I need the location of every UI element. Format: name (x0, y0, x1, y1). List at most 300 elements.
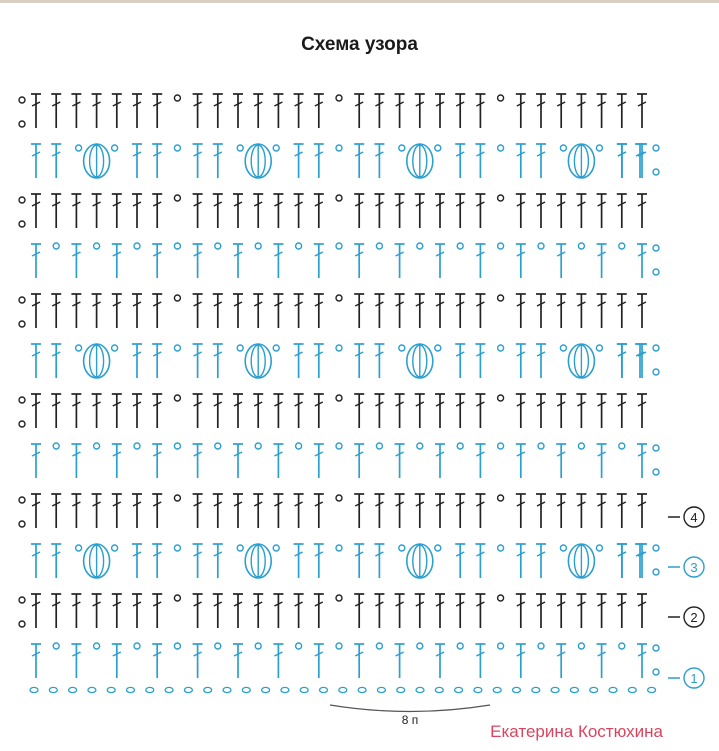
chain-stitch (215, 443, 221, 449)
double-crochet (435, 294, 445, 328)
double-crochet (475, 394, 485, 428)
blue-double-crochet (516, 644, 526, 678)
blue-double-crochet (635, 144, 645, 178)
double-crochet (475, 494, 485, 528)
blue-double-crochet (314, 244, 324, 278)
double-crochet (213, 294, 223, 328)
chain-stitch (399, 545, 405, 551)
double-crochet (31, 394, 41, 428)
foundation-chain-stitch (300, 687, 308, 692)
chain-stitch (596, 545, 602, 551)
chain-stitch (417, 243, 423, 249)
chain-stitch (336, 443, 342, 449)
double-crochet (395, 94, 405, 128)
blue-double-crochet (617, 344, 627, 378)
chain-stitch (498, 495, 504, 501)
blue-double-crochet (354, 644, 364, 678)
double-crochet (253, 294, 263, 328)
double-crochet (415, 94, 425, 128)
double-crochet (516, 594, 526, 628)
blue-double-crochet (435, 644, 445, 678)
chain-stitch (399, 145, 405, 151)
double-crochet (71, 494, 81, 528)
chain-stitch (76, 545, 82, 551)
double-crochet (152, 294, 162, 328)
double-crochet (556, 94, 566, 128)
chain-stitch (653, 669, 659, 675)
puff-stitch (245, 544, 271, 578)
chain-stitch (237, 345, 243, 351)
chain-stitch (112, 145, 118, 151)
puff-stitch (407, 144, 433, 178)
chain-stitch (578, 643, 584, 649)
puff-stitch (568, 144, 594, 178)
chain-stitch (538, 443, 544, 449)
blue-double-crochet (193, 344, 203, 378)
double-crochet (597, 594, 607, 628)
blue-double-crochet (556, 444, 566, 478)
chain-stitch (273, 545, 279, 551)
double-crochet (415, 394, 425, 428)
double-crochet (374, 494, 384, 528)
chain-stitch (619, 443, 625, 449)
chain-stitch (296, 243, 302, 249)
foundation-chain (30, 687, 656, 692)
double-crochet (273, 94, 283, 128)
double-crochet (253, 494, 263, 528)
double-crochet (374, 294, 384, 328)
chain-stitch (336, 145, 342, 151)
chain-stitch (498, 145, 504, 151)
blue-double-crochet (314, 144, 324, 178)
dark-dc-row (19, 294, 647, 328)
blue-double-crochet (193, 144, 203, 178)
double-crochet (354, 594, 364, 628)
foundation-chain-stitch (377, 687, 385, 692)
repeat-label: 8 п (401, 713, 419, 727)
foundation-chain-stitch (242, 687, 250, 692)
chain-stitch (653, 169, 659, 175)
chain-stitch (498, 545, 504, 551)
chain-stitch (19, 521, 25, 527)
double-crochet (294, 494, 304, 528)
blue-double-crochet (314, 444, 324, 478)
blue-double-crochet (233, 244, 243, 278)
blue-double-crochet (152, 544, 162, 578)
foundation-chain-stitch (165, 687, 173, 692)
double-crochet (132, 294, 142, 328)
blue-double-crochet (314, 544, 324, 578)
double-crochet (455, 94, 465, 128)
double-crochet (314, 194, 324, 228)
blue-double-crochet (475, 144, 485, 178)
double-crochet (354, 94, 364, 128)
blue-double-crochet (395, 444, 405, 478)
blue-double-crochet (354, 244, 364, 278)
row-number: 4 (690, 510, 698, 525)
double-crochet (31, 294, 41, 328)
double-crochet (597, 294, 607, 328)
double-crochet (51, 594, 61, 628)
double-crochet (597, 194, 607, 228)
chain-stitch (653, 545, 659, 551)
foundation-chain-stitch (358, 687, 366, 692)
chain-stitch (19, 121, 25, 127)
chain-stitch (19, 397, 25, 403)
blue-double-crochet (435, 444, 445, 478)
blue-double-crochet (597, 644, 607, 678)
blue-chain-row (31, 443, 659, 478)
blue-double-crochet (193, 644, 203, 678)
double-crochet (455, 194, 465, 228)
blue-double-crochet (637, 644, 647, 678)
row-number: 2 (690, 610, 698, 625)
chain-stitch (215, 243, 221, 249)
double-crochet (637, 194, 647, 228)
chain-stitch (296, 643, 302, 649)
double-crochet (253, 194, 263, 228)
blue-double-crochet (354, 144, 364, 178)
double-crochet (576, 394, 586, 428)
row-number: 3 (690, 560, 698, 575)
chain-stitch (653, 469, 659, 475)
blue-double-crochet (516, 144, 526, 178)
foundation-chain-stitch (204, 687, 212, 692)
chain-stitch (53, 643, 59, 649)
diagram-title: Схема узора (301, 34, 418, 55)
blue-double-crochet (152, 444, 162, 478)
chain-stitch (435, 345, 441, 351)
foundation-chain-stitch (223, 687, 231, 692)
chain-stitch (653, 269, 659, 275)
double-crochet (395, 594, 405, 628)
double-crochet (273, 294, 283, 328)
double-crochet (395, 494, 405, 528)
double-crochet (374, 394, 384, 428)
blue-double-crochet (31, 444, 41, 478)
double-crochet (374, 194, 384, 228)
dark-dc-row (19, 194, 647, 228)
double-crochet (233, 594, 243, 628)
double-crochet (475, 94, 485, 128)
dark-dc-row (19, 94, 647, 128)
double-crochet (213, 194, 223, 228)
foundation-chain-stitch (320, 687, 328, 692)
double-crochet (92, 494, 102, 528)
chain-stitch (498, 443, 504, 449)
double-crochet (294, 394, 304, 428)
chain-stitch (653, 245, 659, 251)
double-crochet (213, 494, 223, 528)
repeat-bracket (330, 705, 490, 712)
chain-stitch (560, 345, 566, 351)
chain-stitch (336, 595, 342, 601)
double-crochet (395, 194, 405, 228)
blue-double-crochet (31, 144, 41, 178)
double-crochet (374, 94, 384, 128)
double-crochet (273, 394, 283, 428)
chain-stitch (560, 545, 566, 551)
blue-double-crochet (31, 344, 41, 378)
double-crochet (152, 594, 162, 628)
blue-double-crochet (556, 244, 566, 278)
blue-double-crochet (637, 544, 647, 578)
row-number: 1 (690, 671, 698, 686)
blue-double-crochet (132, 344, 142, 378)
blue-double-crochet (273, 444, 283, 478)
double-crochet (374, 594, 384, 628)
chain-stitch (417, 443, 423, 449)
double-crochet (213, 594, 223, 628)
foundation-chain-stitch (435, 687, 443, 692)
row-number-marker (668, 607, 704, 627)
dark-dc-row (19, 394, 647, 428)
double-crochet (233, 394, 243, 428)
double-crochet (273, 194, 283, 228)
double-crochet (597, 94, 607, 128)
double-crochet (354, 294, 364, 328)
double-crochet (455, 594, 465, 628)
double-crochet (31, 94, 41, 128)
chain-stitch (174, 95, 180, 101)
chain-stitch (53, 243, 59, 249)
chain-stitch (174, 395, 180, 401)
chain-stitch (174, 345, 180, 351)
blue-double-crochet (294, 144, 304, 178)
double-crochet (112, 194, 122, 228)
puff-stitch (245, 144, 271, 178)
blue-double-crochet (294, 344, 304, 378)
chain-stitch (19, 97, 25, 103)
double-crochet (213, 94, 223, 128)
blue-double-crochet (597, 444, 607, 478)
chain-stitch (19, 221, 25, 227)
double-crochet (314, 494, 324, 528)
chain-stitch (215, 643, 221, 649)
double-crochet (395, 394, 405, 428)
double-crochet (31, 194, 41, 228)
double-crochet (516, 394, 526, 428)
chain-stitch (653, 445, 659, 451)
chain-stitch (336, 295, 342, 301)
blue-double-crochet (193, 544, 203, 578)
chain-stitch (498, 345, 504, 351)
double-crochet (576, 294, 586, 328)
blue-puff-row (31, 344, 659, 378)
chain-stitch (417, 643, 423, 649)
chain-stitch (112, 545, 118, 551)
double-crochet (193, 494, 203, 528)
double-crochet (152, 194, 162, 228)
double-crochet (556, 394, 566, 428)
double-crochet (132, 394, 142, 428)
blue-double-crochet (455, 544, 465, 578)
blue-double-crochet (31, 644, 41, 678)
foundation-chain-stitch (590, 687, 598, 692)
chain-stitch (619, 243, 625, 249)
blue-double-crochet (597, 244, 607, 278)
foundation-chain-stitch (281, 687, 289, 692)
chain-stitch (174, 643, 180, 649)
chain-stitch (336, 195, 342, 201)
blue-double-crochet (516, 544, 526, 578)
double-crochet (617, 494, 627, 528)
chain-stitch (498, 195, 504, 201)
double-crochet (516, 294, 526, 328)
blue-double-crochet (152, 144, 162, 178)
dark-dc-row (19, 594, 647, 628)
blue-double-crochet (233, 644, 243, 678)
chain-stitch (255, 243, 261, 249)
double-crochet (71, 394, 81, 428)
double-crochet (536, 194, 546, 228)
double-crochet (415, 194, 425, 228)
chain-stitch (174, 295, 180, 301)
blue-double-crochet (31, 544, 41, 578)
chain-stitch (336, 95, 342, 101)
double-crochet (132, 194, 142, 228)
blue-double-crochet (637, 444, 647, 478)
row-number-marker (668, 668, 704, 688)
dark-dc-row (19, 494, 647, 528)
double-crochet (193, 294, 203, 328)
double-crochet (112, 594, 122, 628)
foundation-chain-stitch (609, 687, 617, 692)
chain-stitch (457, 643, 463, 649)
foundation-chain-stitch (513, 687, 521, 692)
blue-double-crochet (51, 344, 61, 378)
blue-double-crochet (233, 444, 243, 478)
blue-double-crochet (112, 244, 122, 278)
blue-double-crochet (273, 644, 283, 678)
double-crochet (354, 494, 364, 528)
blue-double-crochet (213, 344, 223, 378)
double-crochet (31, 494, 41, 528)
double-crochet (435, 394, 445, 428)
double-crochet (637, 394, 647, 428)
blue-double-crochet (132, 544, 142, 578)
chain-stitch (255, 443, 261, 449)
chain-stitch (134, 243, 140, 249)
double-crochet (51, 394, 61, 428)
blue-double-crochet (354, 344, 364, 378)
foundation-chain-stitch (146, 687, 154, 692)
double-crochet (152, 494, 162, 528)
double-crochet (51, 494, 61, 528)
blue-double-crochet (536, 544, 546, 578)
double-crochet (354, 394, 364, 428)
blue-double-crochet (635, 544, 645, 578)
chain-stitch (273, 345, 279, 351)
double-crochet (112, 494, 122, 528)
double-crochet (132, 94, 142, 128)
double-crochet (71, 594, 81, 628)
double-crochet (294, 594, 304, 628)
chain-stitch (578, 443, 584, 449)
foundation-chain-stitch (628, 687, 636, 692)
blue-double-crochet (395, 244, 405, 278)
chain-stitch (19, 621, 25, 627)
double-crochet (233, 94, 243, 128)
blue-double-crochet (475, 444, 485, 478)
blue-double-crochet (516, 444, 526, 478)
blue-double-crochet (152, 344, 162, 378)
double-crochet (415, 494, 425, 528)
chain-stitch (498, 95, 504, 101)
chain-stitch (435, 145, 441, 151)
double-crochet (556, 294, 566, 328)
double-crochet (92, 394, 102, 428)
double-crochet (273, 594, 283, 628)
puff-stitch (568, 544, 594, 578)
blue-puff-row (31, 144, 659, 178)
double-crochet (536, 294, 546, 328)
double-crochet (475, 194, 485, 228)
chain-stitch (174, 243, 180, 249)
double-crochet (51, 94, 61, 128)
double-crochet (354, 194, 364, 228)
chain-stitch (134, 643, 140, 649)
chain-stitch (538, 643, 544, 649)
foundation-chain-stitch (648, 687, 656, 692)
blue-double-crochet (152, 244, 162, 278)
double-crochet (92, 194, 102, 228)
chain-stitch (19, 421, 25, 427)
double-crochet (556, 594, 566, 628)
double-crochet (617, 394, 627, 428)
blue-double-crochet (314, 644, 324, 678)
foundation-chain-stitch (493, 687, 501, 692)
double-crochet (132, 494, 142, 528)
blue-double-crochet (213, 544, 223, 578)
double-crochet (617, 94, 627, 128)
chain-stitch (578, 243, 584, 249)
chain-stitch (112, 345, 118, 351)
double-crochet (455, 294, 465, 328)
blue-double-crochet (213, 144, 223, 178)
puff-stitch (407, 544, 433, 578)
puff-stitch (568, 344, 594, 378)
blue-double-crochet (516, 344, 526, 378)
blue-double-crochet (193, 244, 203, 278)
double-crochet (294, 194, 304, 228)
double-crochet (637, 94, 647, 128)
chain-stitch (619, 643, 625, 649)
double-crochet (455, 394, 465, 428)
chain-stitch (538, 243, 544, 249)
double-crochet (314, 594, 324, 628)
double-crochet (71, 294, 81, 328)
chain-stitch (237, 145, 243, 151)
blue-double-crochet (435, 244, 445, 278)
chain-stitch (336, 243, 342, 249)
blue-double-crochet (71, 444, 81, 478)
blue-double-crochet (475, 244, 485, 278)
chain-stitch (653, 345, 659, 351)
double-crochet (597, 394, 607, 428)
chain-stitch (94, 243, 100, 249)
blue-double-crochet (455, 344, 465, 378)
blue-double-crochet (112, 444, 122, 478)
double-crochet (536, 494, 546, 528)
double-crochet (71, 194, 81, 228)
double-crochet (253, 594, 263, 628)
double-crochet (112, 394, 122, 428)
double-crochet (637, 294, 647, 328)
double-crochet (617, 294, 627, 328)
chain-stitch (76, 345, 82, 351)
double-crochet (233, 294, 243, 328)
